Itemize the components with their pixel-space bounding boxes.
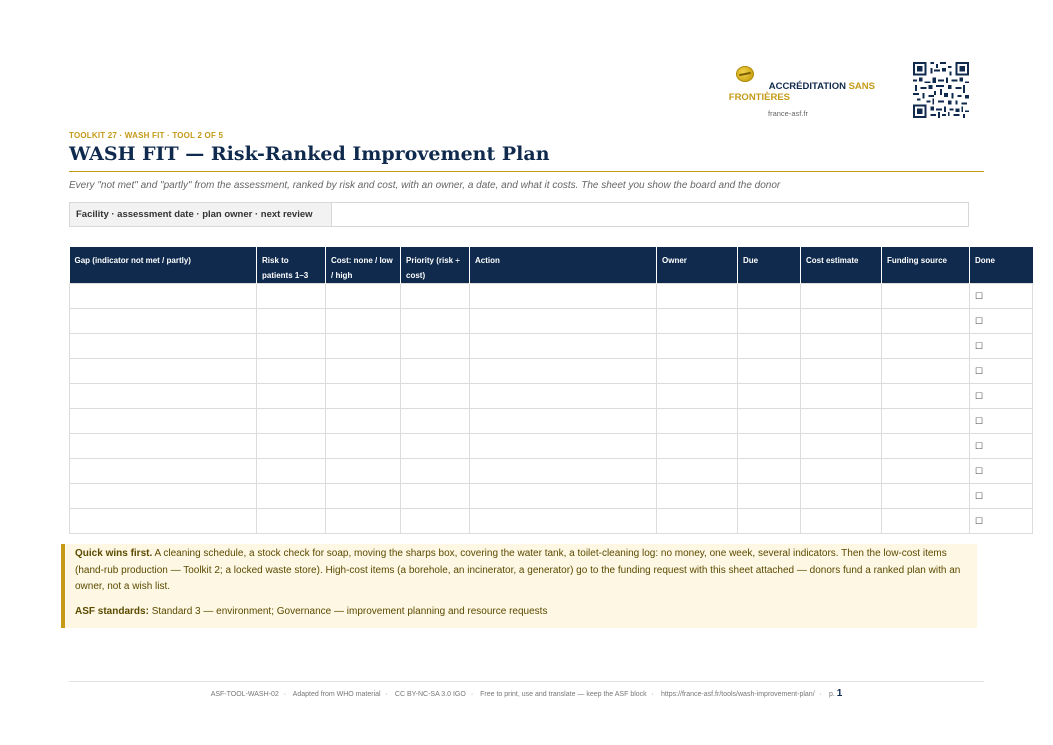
done-checkbox[interactable]: ☐ xyxy=(970,509,1033,534)
funding-source-cell[interactable] xyxy=(882,459,970,484)
brand-url[interactable]: france-asf.fr xyxy=(767,109,808,118)
cost-estimate-cell[interactable] xyxy=(801,434,882,459)
owner-cell[interactable] xyxy=(657,434,738,459)
risk-cell[interactable] xyxy=(257,409,326,434)
cost-cell[interactable] xyxy=(326,484,401,509)
funding-source-cell[interactable] xyxy=(882,359,970,384)
cost-cell[interactable] xyxy=(326,434,401,459)
column-header-risk: Risk to patients 1–3 xyxy=(257,247,326,284)
cost-cell[interactable] xyxy=(326,509,401,534)
qr-code-icon xyxy=(913,62,969,118)
done-checkbox[interactable]: ☐ xyxy=(970,309,1033,334)
column-header-cost: Cost: none / low / high xyxy=(326,247,401,284)
improvement-plan-table xyxy=(69,247,1033,534)
due-cell[interactable] xyxy=(738,334,801,359)
cost-cell[interactable] xyxy=(326,409,401,434)
page-title: WASH FIT — Risk-Ranked Improvement Plan xyxy=(69,143,550,165)
due-cell[interactable] xyxy=(738,434,801,459)
cost-cell[interactable] xyxy=(326,384,401,409)
risk-cell[interactable] xyxy=(257,459,326,484)
done-checkbox[interactable]: ☐ xyxy=(970,384,1033,409)
risk-cell[interactable] xyxy=(257,384,326,409)
risk-cell[interactable] xyxy=(257,484,326,509)
due-cell[interactable] xyxy=(738,459,801,484)
page-footer: ASF-TOOL-WASH-02 · Adapted from WHO material · CC BY-NC-SA 3.0 IGO · Free to print, use and translate — keep the ASF block · https://france-asf.fr/tools/wash-improvement-plan/ · p. 1 xyxy=(210,688,843,699)
footer-doc-id: ASF-TOOL-WASH-02 xyxy=(210,691,279,698)
cost-cell[interactable] xyxy=(326,459,401,484)
footer-usage: Free to print, use and translate — keep the ASF block xyxy=(480,691,647,698)
cost-estimate-cell[interactable] xyxy=(801,459,882,484)
owner-cell[interactable] xyxy=(657,334,738,359)
done-checkbox[interactable]: ☐ xyxy=(970,334,1033,359)
cost-cell[interactable] xyxy=(326,284,401,309)
funding-source-cell[interactable] xyxy=(882,434,970,459)
gap-cell[interactable] xyxy=(70,284,257,309)
action-cell[interactable] xyxy=(470,284,657,309)
owner-cell[interactable] xyxy=(657,284,738,309)
owner-cell[interactable] xyxy=(657,309,738,334)
priority-cell[interactable] xyxy=(401,459,470,484)
cost-estimate-cell[interactable] xyxy=(801,359,882,384)
standards-paragraph xyxy=(75,604,967,621)
done-checkbox[interactable]: ☐ xyxy=(970,484,1033,509)
toolkit-kicker: TOOLKIT 27 · WASH FIT · TOOL 2 OF 5 xyxy=(69,131,224,140)
facility-field-value[interactable] xyxy=(332,203,968,226)
done-checkbox[interactable]: ☐ xyxy=(970,409,1033,434)
cost-estimate-cell[interactable] xyxy=(801,309,882,334)
priority-cell[interactable] xyxy=(401,334,470,359)
funding-source-cell[interactable] xyxy=(882,484,970,509)
footer-page-number: 1 xyxy=(836,688,843,699)
column-header-done: Done xyxy=(970,247,1033,284)
gap-cell[interactable] xyxy=(70,509,257,534)
table-row xyxy=(70,509,1033,534)
column-header-funding-source: Funding source xyxy=(882,247,970,284)
gap-cell[interactable] xyxy=(70,409,257,434)
funding-source-cell[interactable] xyxy=(882,309,970,334)
action-cell[interactable] xyxy=(470,384,657,409)
cost-cell[interactable] xyxy=(326,309,401,334)
priority-cell[interactable] xyxy=(401,384,470,409)
owner-cell[interactable] xyxy=(657,459,738,484)
risk-cell[interactable] xyxy=(257,434,326,459)
cost-estimate-cell[interactable] xyxy=(801,409,882,434)
table-row xyxy=(70,284,1033,309)
done-checkbox[interactable]: ☐ xyxy=(970,359,1033,384)
table-row xyxy=(70,409,1033,434)
gap-cell[interactable] xyxy=(70,484,257,509)
action-cell[interactable] xyxy=(470,359,657,384)
priority-cell[interactable] xyxy=(401,284,470,309)
due-cell[interactable] xyxy=(738,284,801,309)
footer-page-label: p. xyxy=(828,691,835,698)
cost-cell[interactable] xyxy=(326,359,401,384)
action-cell[interactable] xyxy=(470,459,657,484)
action-cell[interactable] xyxy=(470,334,657,359)
cost-estimate-cell[interactable] xyxy=(801,509,882,534)
owner-cell[interactable] xyxy=(657,384,738,409)
gap-cell[interactable] xyxy=(70,359,257,384)
priority-cell[interactable] xyxy=(401,359,470,384)
owner-cell[interactable] xyxy=(657,359,738,384)
table-row xyxy=(70,309,1033,334)
priority-cell[interactable] xyxy=(401,484,470,509)
action-cell[interactable] xyxy=(470,484,657,509)
priority-cell[interactable] xyxy=(401,509,470,534)
brand-name-part3: FRONTIÈRES xyxy=(728,92,790,103)
table-row xyxy=(70,434,1033,459)
footer-divider xyxy=(69,681,984,682)
column-header-gap: Gap (indicator not met / partly) xyxy=(70,247,257,284)
quick-wins-paragraph xyxy=(75,546,967,596)
cost-estimate-cell[interactable] xyxy=(801,284,882,309)
done-checkbox[interactable]: ☐ xyxy=(970,434,1033,459)
risk-cell[interactable] xyxy=(257,509,326,534)
cost-cell[interactable] xyxy=(326,334,401,359)
table-row xyxy=(70,384,1033,409)
table-row xyxy=(70,484,1033,509)
cost-estimate-cell[interactable] xyxy=(801,384,882,409)
quick-wins-text: A cleaning schedule, a stock check for soap, moving the sharps box, covering the water tank, a toilet-cleaning log: no money, one week, several indicators. Then the low-cost items (hand-rub production — Toolkit 2; a locked waste store). High-cost items (a borehole, an incinerator, a generator) go to the funding request with this sheet attached — donors fund a ranked plan with an owner, not a wish list. xyxy=(75,548,961,592)
asf-logo-icon xyxy=(736,66,754,82)
action-cell[interactable] xyxy=(470,434,657,459)
priority-cell[interactable] xyxy=(401,309,470,334)
column-header-action: Action xyxy=(470,247,657,284)
funding-source-cell[interactable] xyxy=(882,284,970,309)
action-cell[interactable] xyxy=(470,409,657,434)
risk-cell[interactable] xyxy=(257,334,326,359)
owner-cell[interactable] xyxy=(657,409,738,434)
risk-cell[interactable] xyxy=(257,309,326,334)
due-cell[interactable] xyxy=(738,309,801,334)
title-divider xyxy=(69,171,984,172)
table-header-row xyxy=(70,247,1033,284)
gap-cell[interactable] xyxy=(70,309,257,334)
action-cell[interactable] xyxy=(470,509,657,534)
due-cell[interactable] xyxy=(738,359,801,384)
gap-cell[interactable] xyxy=(70,434,257,459)
priority-cell[interactable] xyxy=(401,434,470,459)
funding-source-cell[interactable] xyxy=(882,384,970,409)
facility-field xyxy=(69,202,969,227)
table-row xyxy=(70,359,1033,384)
column-header-due: Due xyxy=(738,247,801,284)
footer-license: CC BY-NC-SA 3.0 IGO xyxy=(394,691,466,698)
footer-link[interactable]: https://france-asf.fr/tools/wash-improvement-plan/ xyxy=(660,691,815,698)
priority-cell[interactable] xyxy=(401,409,470,434)
footer-source: Adapted from WHO material xyxy=(292,691,381,698)
due-cell[interactable] xyxy=(738,484,801,509)
column-header-cost-estimate: Cost estimate xyxy=(801,247,882,284)
due-cell[interactable] xyxy=(738,409,801,434)
standards-text: Standard 3 — environment; Governance — improvement planning and resource requests xyxy=(151,605,548,617)
table-row xyxy=(70,334,1033,359)
cost-estimate-cell[interactable] xyxy=(801,334,882,359)
guidance-note xyxy=(61,544,977,628)
column-header-owner: Owner xyxy=(657,247,738,284)
funding-source-cell[interactable] xyxy=(882,334,970,359)
funding-source-cell[interactable] xyxy=(882,509,970,534)
facility-field-label: Facility · assessment date · plan owner · next review xyxy=(70,203,332,226)
gap-cell[interactable] xyxy=(70,384,257,409)
brand-name-part1: ACCRÉDITATION xyxy=(768,81,846,92)
risk-cell[interactable] xyxy=(257,359,326,384)
gap-cell[interactable] xyxy=(70,334,257,359)
standards-label: ASF standards: xyxy=(75,605,149,617)
action-cell[interactable] xyxy=(470,309,657,334)
brand-name xyxy=(660,81,875,103)
brand-name-part2: SANS xyxy=(848,81,875,92)
cost-estimate-cell[interactable] xyxy=(801,484,882,509)
quick-wins-label: Quick wins first. xyxy=(75,548,153,559)
done-checkbox[interactable]: ☐ xyxy=(970,284,1033,309)
table-row xyxy=(70,459,1033,484)
funding-source-cell[interactable] xyxy=(882,409,970,434)
risk-cell[interactable] xyxy=(257,284,326,309)
column-header-priority: Priority (risk ÷ cost) xyxy=(401,247,470,284)
due-cell[interactable] xyxy=(738,509,801,534)
done-checkbox[interactable]: ☐ xyxy=(970,459,1033,484)
page-subtitle: Every "not met" and "partly" from the assessment, ranked by risk and cost, with an owner, a date, and what it costs. The sheet you show the board and the donor xyxy=(69,180,781,191)
due-cell[interactable] xyxy=(738,384,801,409)
owner-cell[interactable] xyxy=(657,484,738,509)
gap-cell[interactable] xyxy=(70,459,257,484)
owner-cell[interactable] xyxy=(657,509,738,534)
